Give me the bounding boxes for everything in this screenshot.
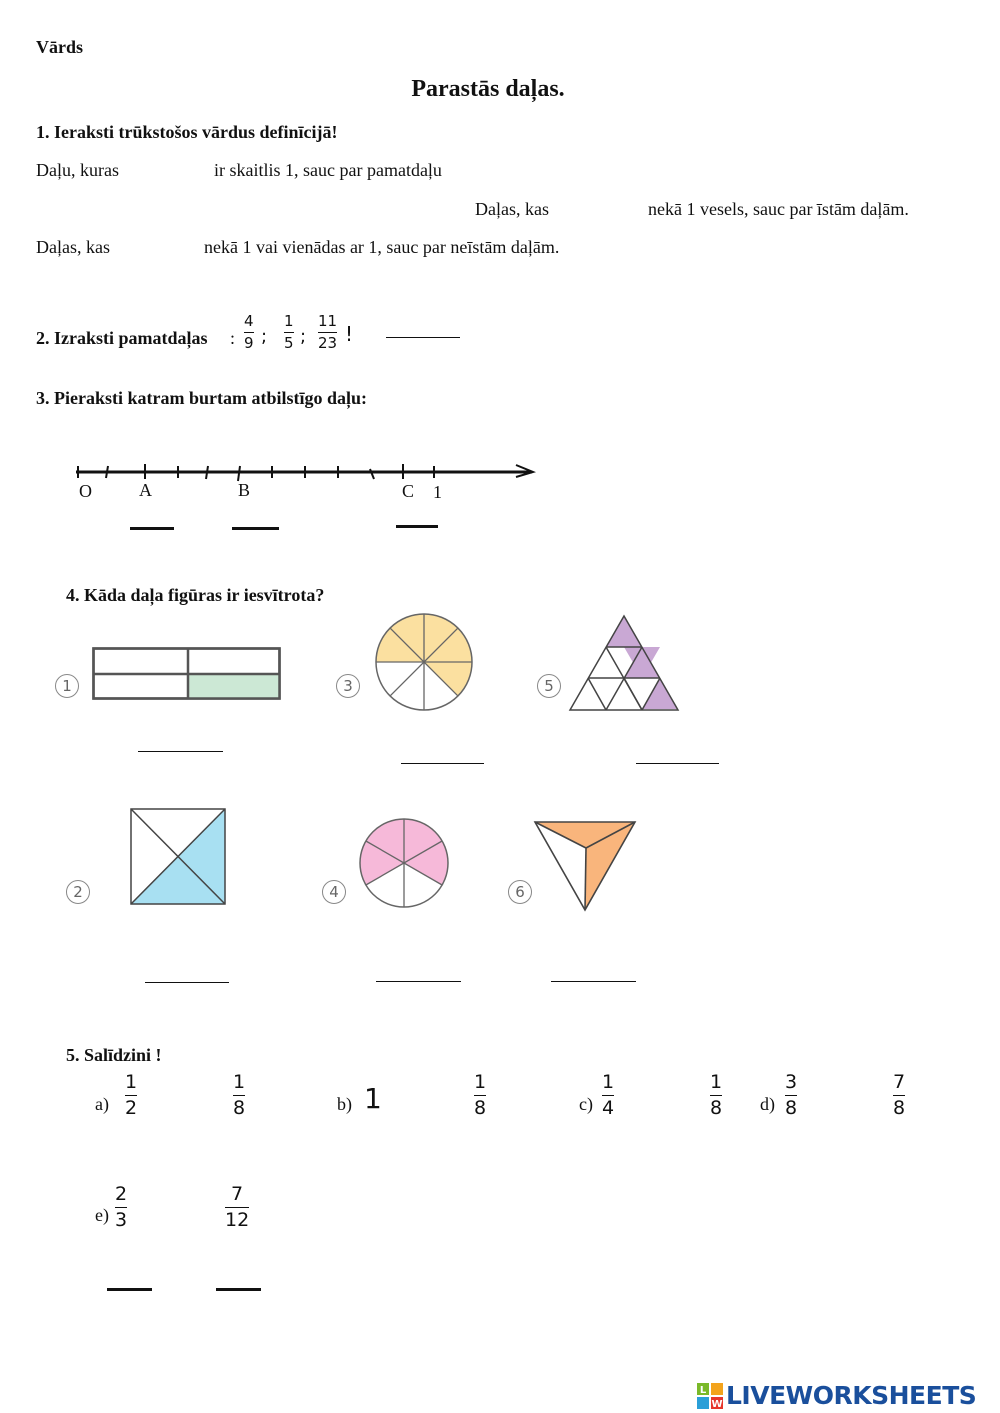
answer-blank-b[interactable] <box>232 527 279 530</box>
denominator: 8 <box>233 1097 246 1119</box>
compare-d-label: d) <box>760 1094 775 1114</box>
numerator: 1 <box>710 1071 723 1093</box>
denominator: 23 <box>318 334 338 352</box>
figure-4-circle <box>357 816 451 910</box>
denominator: 3 <box>115 1209 128 1231</box>
denominator: 4 <box>602 1097 615 1119</box>
compare-e-answer-blank-2[interactable] <box>216 1288 261 1291</box>
denominator: 8 <box>710 1097 723 1119</box>
task1-line1-end: ir skaitlis 1, sauc par pamatdaļu <box>214 160 442 180</box>
compare-c-label: c) <box>579 1094 593 1114</box>
task2-exclamation: ! <box>345 322 354 346</box>
compare-e-right <box>225 1185 249 1230</box>
denominator: 8 <box>893 1097 906 1119</box>
figure-3-answer-blank[interactable] <box>401 763 484 764</box>
number-line-label-one: 1 <box>433 482 442 502</box>
task1-answer-1[interactable] <box>132 157 212 183</box>
number-line-label-origin: O <box>79 481 92 501</box>
liveworksheets-logo <box>697 1381 976 1410</box>
numerator: 2 <box>115 1183 128 1205</box>
numerator: 3 <box>785 1071 798 1093</box>
numerator: 4 <box>244 312 254 330</box>
figure-6-triangle <box>530 818 640 914</box>
compare-a-label: a) <box>95 1094 109 1114</box>
denominator: 9 <box>244 334 254 352</box>
denominator: 2 <box>125 1097 138 1119</box>
figure-5-triangle <box>566 614 684 716</box>
liveworksheets-logo-icon <box>697 1383 723 1409</box>
task2-separator: ; <box>261 326 268 347</box>
task2-fraction-3 <box>318 314 337 351</box>
figure-number-1: 1 <box>55 674 79 698</box>
name-label: Vārds <box>36 37 84 57</box>
figure-number-2: 2 <box>66 880 90 904</box>
tick-b <box>238 466 240 481</box>
figure-number-4: 4 <box>322 880 346 904</box>
task1-answer-2[interactable] <box>562 196 646 222</box>
tick <box>206 466 208 479</box>
number-line-label-c: C <box>402 481 415 501</box>
compare-d-left <box>785 1073 797 1118</box>
task5-heading: 5. Salīdzini ! <box>66 1045 162 1065</box>
compare-e-label: e) <box>95 1205 109 1225</box>
compare-b-label: b) <box>337 1094 352 1114</box>
task1-line2-start: Daļas, kas <box>475 199 549 219</box>
page-title: Parastās daļas. <box>411 76 565 102</box>
number-line-label-b: B <box>238 480 251 500</box>
figure-1-rectangle <box>92 647 284 703</box>
figure-number-6: 6 <box>508 880 532 904</box>
compare-c-left <box>602 1073 614 1118</box>
figure-2-square <box>128 806 228 908</box>
compare-b-left: 1 <box>364 1082 382 1115</box>
denominator: 5 <box>284 334 294 352</box>
compare-e-answer-blank-1[interactable] <box>107 1288 152 1291</box>
logo-letter: W <box>711 1398 723 1409</box>
task1-line3-start: Daļas, kas <box>36 237 110 257</box>
figure-3-circle <box>374 612 474 712</box>
answer-blank-c[interactable] <box>396 525 438 528</box>
figure-1-answer-blank[interactable] <box>138 751 223 752</box>
numerator: 7 <box>231 1183 244 1205</box>
task2-fraction-1 <box>244 314 254 351</box>
task2-separator: ; <box>300 326 307 347</box>
figure-4-answer-blank[interactable] <box>376 981 461 982</box>
task1-heading: 1. Ieraksti trūkstošos vārdus definīcijā! <box>36 122 338 142</box>
compare-a-left <box>125 1073 137 1118</box>
figure-5-answer-blank[interactable] <box>636 763 719 764</box>
task4-heading: 4. Kāda daļa figūras ir iesvītrota? <box>66 585 325 605</box>
task1-answer-3[interactable] <box>122 234 204 260</box>
figure-6-answer-blank[interactable] <box>551 981 636 982</box>
numerator: 1 <box>602 1071 615 1093</box>
numerator: 11 <box>318 312 338 330</box>
task2-fraction-2 <box>284 314 294 351</box>
figure-number-3: 3 <box>336 674 360 698</box>
denominator: 8 <box>785 1097 798 1119</box>
figure-number-5: 5 <box>537 674 561 698</box>
denominator: 12 <box>225 1209 250 1231</box>
task3-heading: 3. Pieraksti katram burtam atbilstīgo daļu: <box>36 388 367 408</box>
compare-a-right <box>233 1073 245 1118</box>
numerator: 1 <box>474 1071 487 1093</box>
task2-heading: 2. Izraksti pamatdaļas <box>36 328 208 348</box>
logo-letter: L <box>699 1384 707 1396</box>
numerator: 1 <box>125 1071 138 1093</box>
task2-answer-blank[interactable] <box>386 337 460 338</box>
numerator: 1 <box>284 312 294 330</box>
brand-name: LIVEWORKSHEETS <box>726 1381 977 1410</box>
task2-colon: : <box>230 328 236 348</box>
tick <box>106 466 108 478</box>
figure-2-answer-blank[interactable] <box>145 982 229 983</box>
task1-line3-end: nekā 1 vai vienādas ar 1, sauc par neīstām daļām. <box>204 237 560 257</box>
numerator: 7 <box>893 1071 906 1093</box>
compare-d-right <box>893 1073 905 1118</box>
compare-e-left <box>115 1185 127 1230</box>
compare-b-right <box>474 1073 486 1118</box>
compare-c-right <box>710 1073 722 1118</box>
task1-line1-start: Daļu, kuras <box>36 160 119 180</box>
task1-line2-end: nekā 1 vesels, sauc par īstām daļām. <box>648 199 909 219</box>
numerator: 1 <box>233 1071 246 1093</box>
denominator: 8 <box>474 1097 487 1119</box>
answer-blank-a[interactable] <box>130 527 174 530</box>
number-line-label-a: A <box>139 480 152 500</box>
